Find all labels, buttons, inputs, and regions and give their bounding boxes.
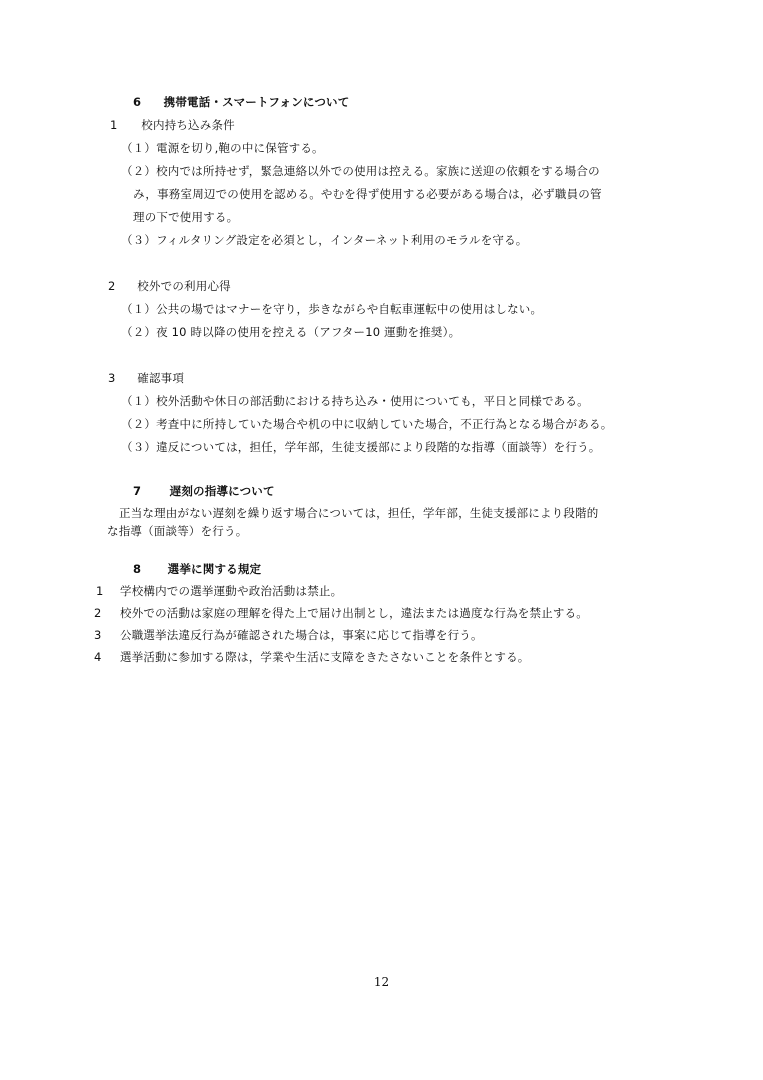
section6-sub2-item-2: （２）夜 10 時以降の使用を控える（アフター10 運動を推奨）。 — [121, 325, 461, 339]
section6-sub1-title-text: 校内持ち込み条件 — [141, 118, 235, 132]
section6-sub1-item-1: （１）電源を切り,鞄の中に保管する。 — [121, 141, 324, 155]
section6-sub3-title — [108, 371, 184, 386]
section8-item-3 — [94, 628, 483, 643]
section8-item-3-number: 3 — [94, 628, 102, 642]
section8-heading-number: 8 — [133, 562, 142, 576]
section6-sub1-title — [110, 118, 235, 133]
section6-sub1-item-2-cont1: み，事務室周辺での使用を認める。やむを得ず使用する必要がある場合は，必ず職員の管 — [133, 187, 602, 201]
section7-heading-text: 遅刻の指導について — [169, 484, 275, 498]
section6-heading-text: 携帯電話・スマートフォンについて — [163, 95, 350, 109]
section6-sub3-item-1: （１）校外活動や休日の部活動における持ち込み・使用についても，平日と同様である。 — [121, 394, 589, 408]
section6-sub2-item-1: （１）公共の場ではマナーを守り，歩きながらや自転車運転中の使用はしない。 — [121, 302, 543, 316]
section7-heading — [133, 484, 275, 499]
section8-heading — [133, 562, 261, 577]
section6-sub1-item-2-cont2: 理の下で使用する。 — [133, 210, 239, 224]
section6-sub1-number: 1 — [110, 118, 118, 132]
section8-item-4-number: 4 — [94, 650, 102, 664]
section8-item-1-text: 学校構内での選挙運動や政治活動は禁止。 — [120, 584, 343, 598]
section6-sub1-item-3: （３）フィルタリング設定を必須とし，インターネット利用のモラルを守る。 — [121, 233, 528, 247]
section6-sub3-title-text: 確認事項 — [137, 371, 185, 385]
section8-item-2-number: 2 — [94, 606, 102, 620]
section8-item-1-number: 1 — [96, 584, 104, 598]
section6-sub3-item-2: （２）考査中に所持していた場合や机の中に収納していた場合，不正行為となる場合がある。 — [121, 417, 613, 431]
section8-item-2 — [94, 606, 588, 621]
section6-heading-number: 6 — [133, 95, 142, 109]
page-number: 12 — [373, 975, 390, 989]
section7-body-line2: な指導（面談等）を行う。 — [107, 524, 248, 538]
section6-sub1-item-2: （２）校内では所持せず，緊急連絡以外での使用は控える。家族に送迎の依頼をする場合の — [121, 164, 600, 178]
section6-sub2-number: 2 — [108, 279, 116, 293]
section8-item-2-text: 校外での活動は家庭の理解を得た上で届け出制とし，違法または過度な行為を禁止する。 — [120, 606, 588, 620]
section6-heading — [133, 95, 349, 110]
section8-item-4-text: 選挙活動に参加する際は，学業や生活に支障をきたさないことを条件とする。 — [120, 650, 530, 664]
section7-body-line1: 正当な理由がない遅刻を繰り返す場合については，担任，学年部，生徒支援部により段階的 — [119, 506, 599, 520]
section6-sub3-item-3: （３）違反については，担任，学年部，生徒支援部により段階的な指導（面談等）を行う。 — [121, 440, 601, 454]
section8-heading-text: 選挙に関する規定 — [167, 562, 262, 576]
section8-item-3-text: 公職選挙法違反行為が確認された場合は，事案に応じて指導を行う。 — [120, 628, 483, 642]
section6-sub3-number: 3 — [108, 371, 116, 385]
section8-item-4 — [94, 650, 530, 665]
section6-sub2-title-text: 校外での利用心得 — [137, 279, 231, 293]
section7-heading-number: 7 — [133, 484, 142, 498]
section6-sub2-title — [108, 279, 231, 294]
section8-item-1 — [96, 584, 342, 599]
